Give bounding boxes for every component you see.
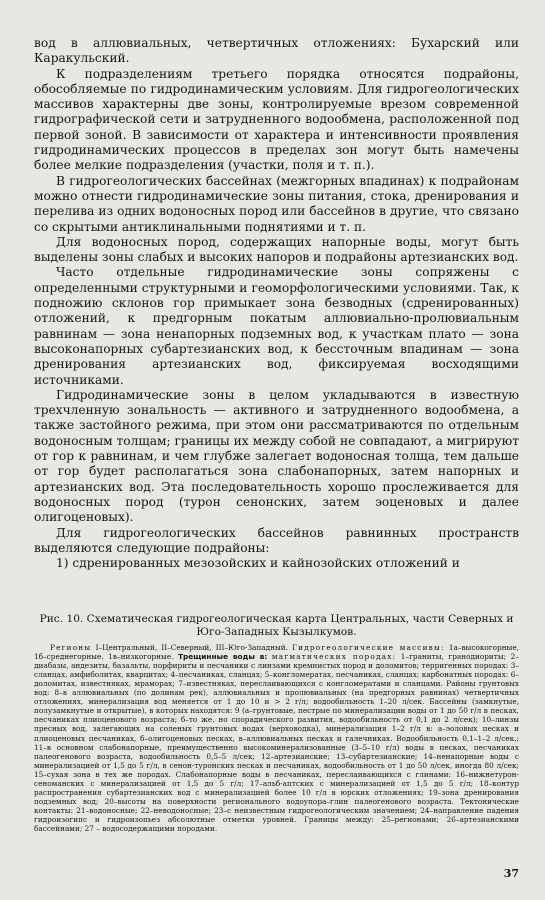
legend-regions-text: I–Центральный, II–Северный, III–Юго-Западный. [95,642,288,652]
paragraph: Для водоносных пород, содержащих напорные воды, могут быть выделены зоны слабых и высоких напоров и подрайоны артезианских вод. [34,234,519,265]
legend-magmatic-label: магматических породах: [271,651,397,661]
paragraph: вод в аллювиальных, четвертичных отложениях: Бухарский или Каракульский. [34,36,519,66]
legend-regions-label: Регионы [50,642,92,652]
paragraph: Часто отдельные гидродинамические зоны сопряжены с определенными структурными и геоморфологическими условиями. Так, к подножию склонов гор примыкает зона безводных (сдренированных) отложений, к предгорным покатым аллювиально-пролювиальным равнинам — зона ненапорных подземных вод, к участкам плато — зона высоконапорных субартезианских вод, к бессточным впадинам — зона дренирования артезианских вод, фиксируемая восходящими источниками. [34,265,519,387]
paragraph: Для гидрогеологических бассейнов равнинных пространств выделяются следующие подрайоны: [34,525,519,555]
legend-massifs-label: Гидрогеологические массивы: [292,642,445,652]
paragraph: Гидродинамические зоны в целом укладываются в известную трехчленную зональность — активного и затрудненного водообмена, а также застойного режима, при этом они рассматриваются по отдельным водоносным толщам; границы их между собой не совпадают, а мигрируют от гор к равнинам, и чем глубже залегает водоносная толща, тем дальше от гор будет располагаться зона слабонапорных, затем напорных и артезианских вод. Эта последовательность хорошо прослеживается для водоносных пород (турон сенонских, затем эоценовых и далее олигоценовых). [34,387,519,525]
legend-fissure-label: Трещинные воды в: [178,651,268,661]
body-text [34,36,519,571]
legend-text: 1–граниты, гранодиориты; 2–диабазы, андезиты, базальты, порфириты и песчаники с линзами кремнистых пород и доломитов; терригенных породах: 3–сланцах, амфиболитах, кварцитах; 4–песчаниках, сланцах; 5–конгломератах, песчаниках, сланцах; карбонатных породах: 6–доломитах, известняках, мраморах; 7–известняках, переслаивающихся с конгломератами и сланцами. Районы грунтовых вод: 8–в аллювиальных (по долинам рек), аллювиальных и пролювиальных (на предгорных равнинах) четвертичных отложениях, минерализация вод меняется от 1 до 10 и > 2 г/л; водообильность 1–20 л/сек. Бассейны (замкнутые, полузамкнутые и открытые), в которых находятся: 9 (а–грунтовые, пестрые по минерализации воды от 1 до 50 г/л в песках, песчаниках плиоценового возраста; б–то же, но спорадического развития, водообильность от 0,1 до 2 л/сек); 10–линзы пресных вод, залегающих на соленых грунтовых водах (верховодка), минерализация 1–2 г/л в: а–эоловых песках и плиоценовых песчаниках, б–олигоценовых песках, в–аллювиальных песках и галечниках. Водообильность 0,1–1–2 л/сек.; 11–в основном слабонапорные, преимущественно высокоминерализованные (3–5–10 г/л) воды в песках, песчаниках палеогенового возраста, водообильность 0,5–5 л/сек; 12–артезианские; 13–субартезианские; 14–ненапорные воды с минерализацией от 1,5 до 5 г/л, в сенон-туронских песках и песчаниках, водообильность от 1 до 50 л/сек, иногда 80 л/сек; 15–сухая зона в тех же породах. Слабонапорные воды в песчаниках, переслаивающихся с глинами: 16–нижнетурон-сеноманских с минерализацией от 1,5 до 5 г/л; 17–альб-аптских с минерализацией от 1,5 до 5 г/л; 18–контур распространения субартезианских вод с минерализацией более 10 г/л в юрских отложениях; 19–зона дренирования подземных вод; 20–высоты на поверхности регионального водоупора–глин палеогенового возраста. Тектонические контакты: 21–водоносные; 22–неводоносные; 23–с неизвестным гидрогеологическим значением; 24–направление падения гидроизогипс и гидроизопьез абсолютные отметки уровней. Границы между: 25–регионами; 26–артезианскими бассейнами; 27 – водосодержащими породами. [34,651,519,834]
list-item: 1) сдренированных мезозойских и кайнозойских отложений и [56,556,460,571]
paragraph: В гидрогеологических бассейнах (межгорных впадинах) к подрайонам можно отнести гидродинамические зоны питания, стока, дренирования и перелива из одних водоносных пород или бассейнов в другие, что связано со скрытыми антиклинальными поднятиями и т. п. [34,173,519,234]
page-number: 37 [503,867,519,880]
legend-massifs-text: 1а–высокогорные, 1б–среднегорные. 1в–низкогорные. [34,642,519,661]
paragraph: К подразделениям третьего порядка относятся подрайоны, обособляемые по гидродинамическим условиям. Для гидрогеологических массивов характерны две зоны, контролируемые врезом современной гидрографической сети и затрудненного водообмена, расположенной под первой зоной. В зависимости от характера и интенсивности проявления гидродинамических процессов в пределах зон могут быть намечены более мелкие подразделения (участки, поля и т. п.). [34,66,519,173]
figure-legend [34,643,519,834]
figure-caption: Рис. 10. Схематическая гидрогеологическая карта Центральных, части Северных и Юго-Западных Кызылкумов. [39,613,514,638]
